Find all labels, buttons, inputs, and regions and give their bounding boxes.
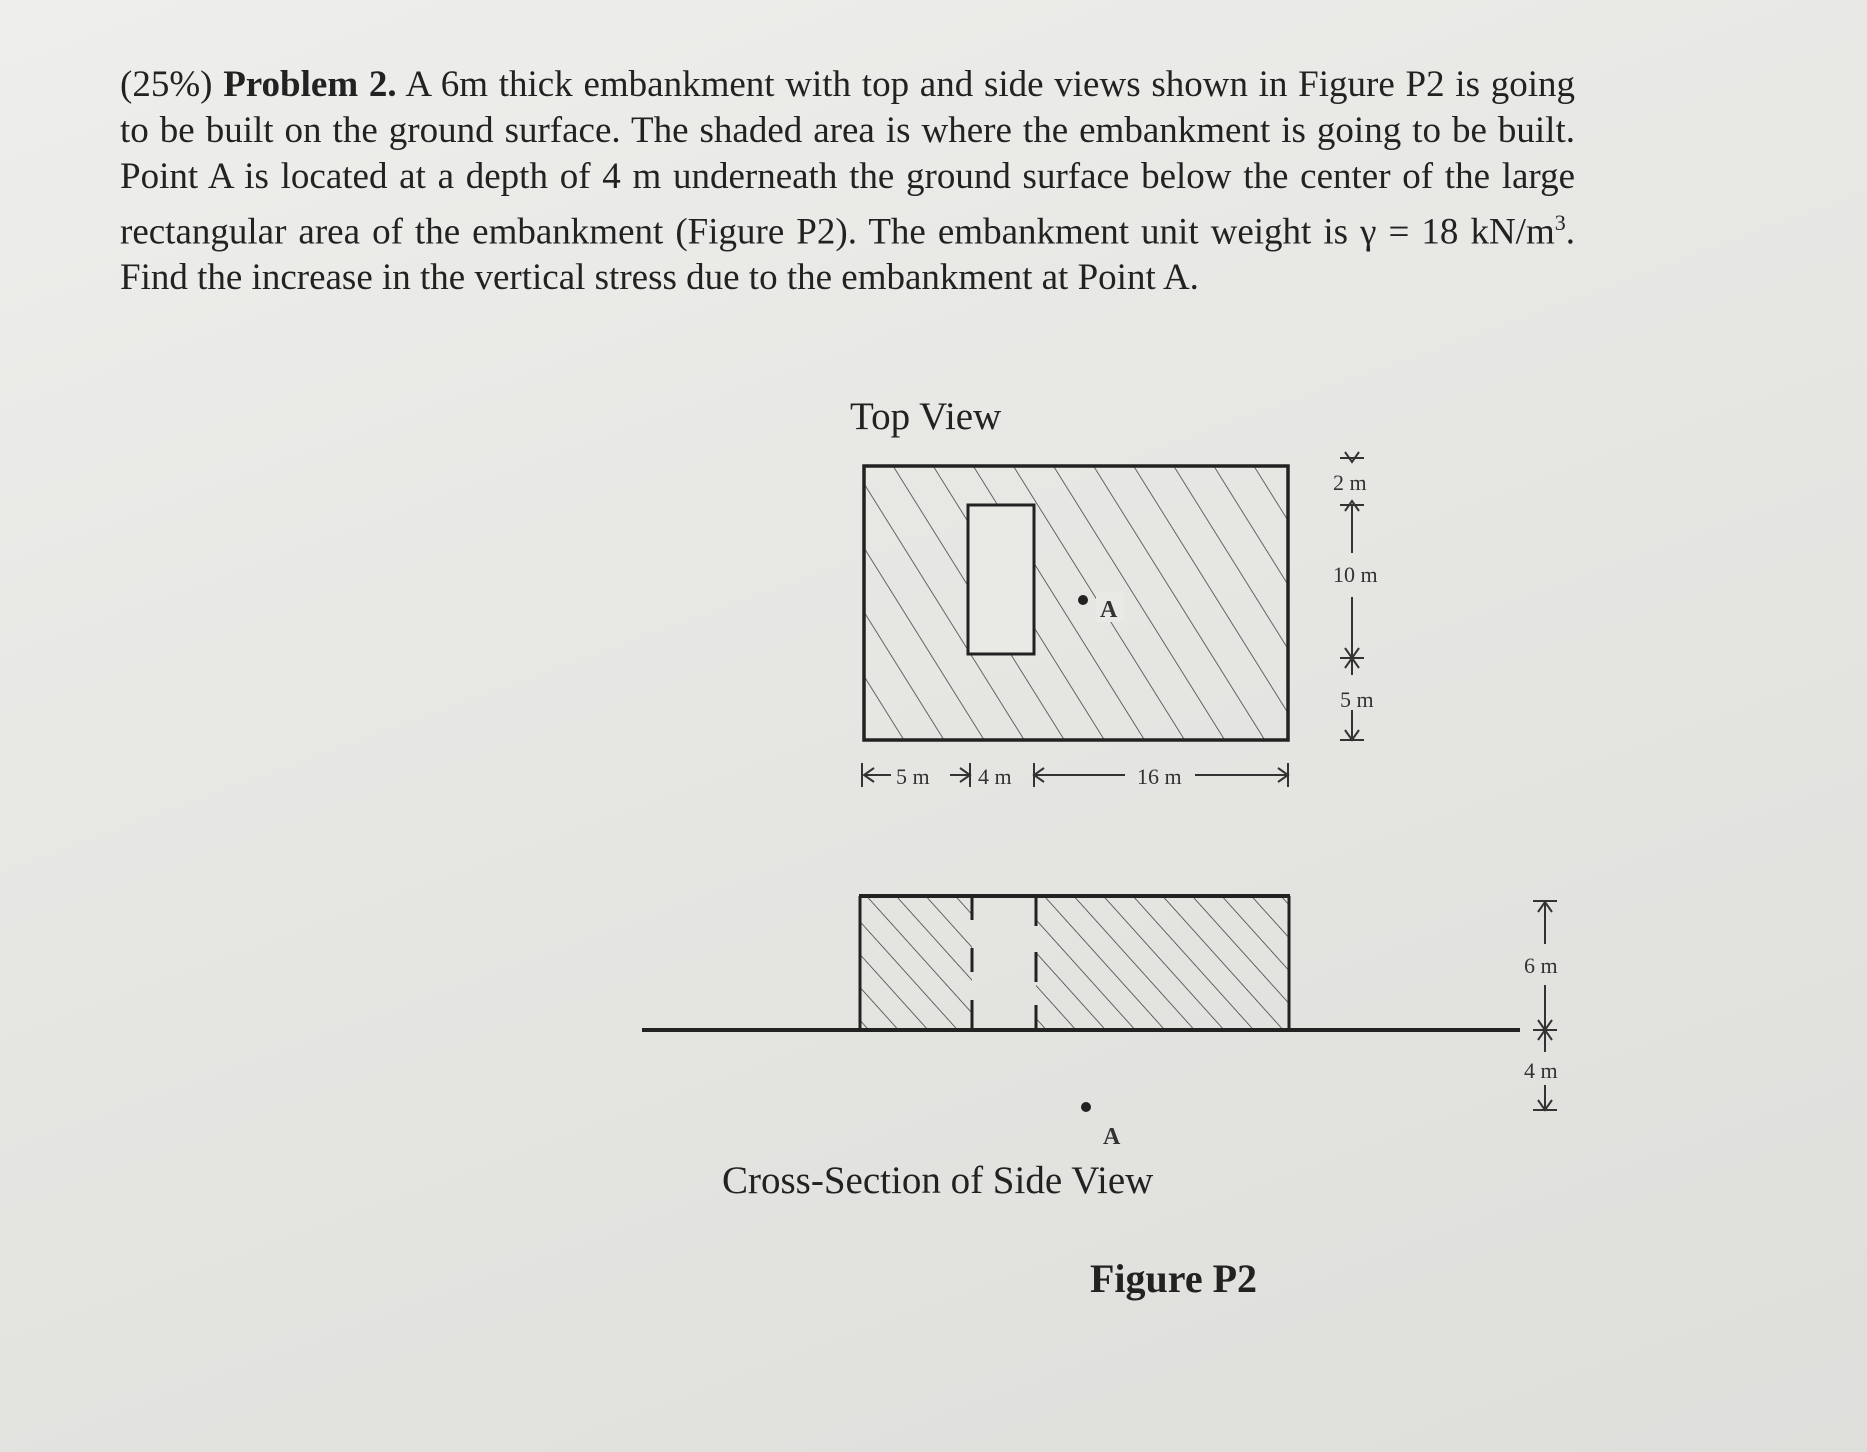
dim-10m: 10 m (1333, 562, 1378, 587)
problem-percent: (25%) (120, 64, 213, 105)
problem-body-2: . Find the increase in the vertical stress due to the embankment at Point A. (120, 211, 1575, 299)
problem-heading: Problem 2. (223, 64, 397, 105)
dim-6m: 6 m (1524, 953, 1558, 978)
figure-caption: Figure P2 (1090, 1256, 1258, 1301)
point-a-side (1081, 1102, 1091, 1112)
embankment-right-block (1036, 896, 1289, 1029)
top-view (862, 452, 1378, 789)
dim-5m-vertical: 5 m (1340, 687, 1374, 712)
top-view-title: Top View (850, 395, 1002, 438)
dim-2m: 2 m (1333, 470, 1367, 495)
embankment-left-block (860, 896, 972, 1029)
problem-body-1: A 6m thick embankment with top and side views shown in Figure P2 is going to be built on the ground surface. The shaded area is where the embankment is going to be built. Point A is located at a depth of 4 m underneath the ground surface below the center of the large rectangular area of the embankment (Figure P2). The embankment unit weight is γ = 18 kN/m (120, 64, 1575, 253)
point-a-side-label: A (1103, 1124, 1121, 1150)
side-view (642, 896, 1558, 1150)
unit-superscript: 3 (1554, 210, 1566, 235)
dim-5m: 5 m (896, 764, 930, 789)
dim-16m: 16 m (1137, 764, 1182, 789)
side-view-title: Cross-Section of Side View (722, 1159, 1154, 1202)
excluded-rectangle (968, 505, 1034, 654)
point-a-top (1078, 595, 1088, 605)
dim-4m-vertical: 4 m (1524, 1058, 1558, 1083)
embankment-hatched-area (864, 466, 1288, 740)
point-a-top-label: A (1100, 597, 1118, 623)
dim-4m: 4 m (978, 764, 1012, 789)
